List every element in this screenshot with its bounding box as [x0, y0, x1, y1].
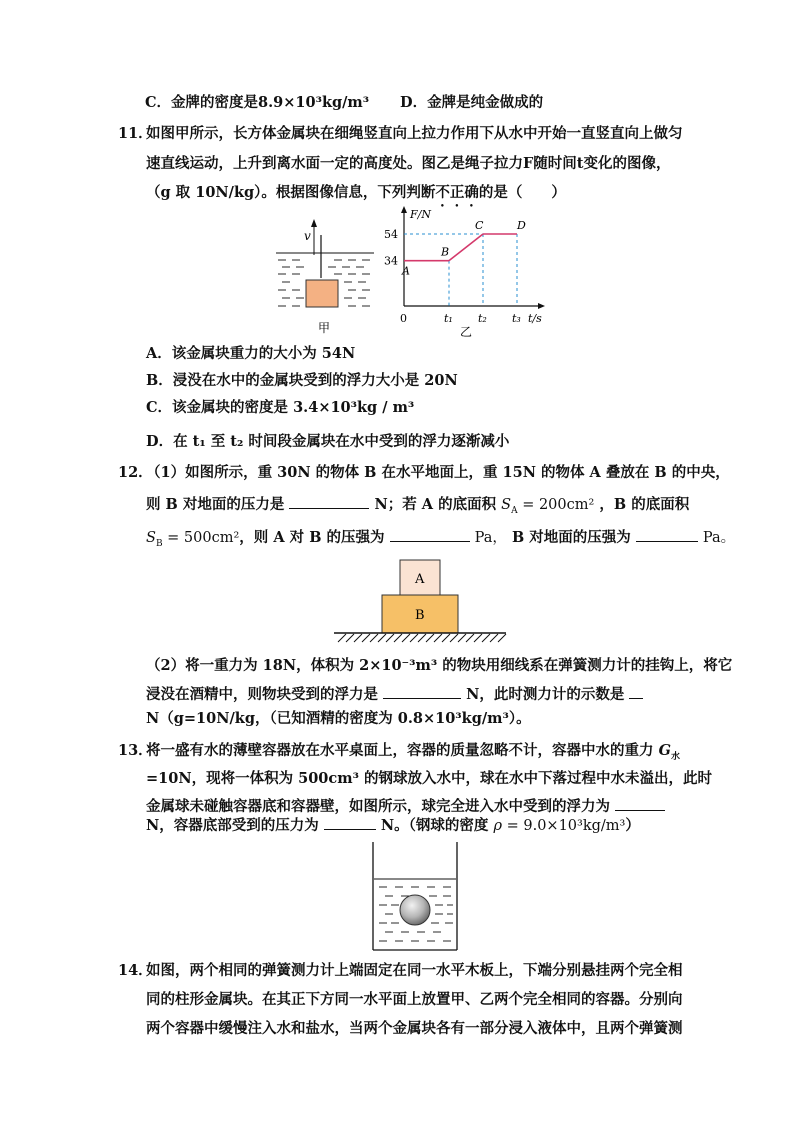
q13-g-sub: 水 — [670, 751, 680, 762]
q12-p1l3-a: ，则 A 对 B 的压强为 — [239, 529, 385, 546]
point-label: A — [402, 264, 410, 278]
q11-option-c: C．该金属块的密度是 3.4×10³kg / m³ — [146, 399, 415, 416]
q11-option-d: D．在 t₁ 至 t₂ 时间段金属块在水中受到的浮力逐渐减小 — [146, 433, 510, 450]
q12-blank-5[interactable] — [629, 684, 643, 699]
q13-rho-symbol: ρ — [493, 818, 502, 834]
q12-sa-value: = 200cm² — [517, 497, 595, 513]
q13-l4-b: N。（钢球的密度 — [380, 817, 489, 834]
y-axis-label: F/N — [410, 208, 431, 221]
chart-caption: 乙 — [460, 325, 473, 339]
block-b-label: B — [415, 608, 425, 623]
q14-number: 14． — [118, 962, 153, 979]
q12-p2l2-b: N，此时测力计的示数是 — [466, 686, 625, 703]
q13-line4 — [146, 815, 640, 836]
force-line-segment — [449, 234, 483, 261]
q13-l4-a: N，容器底部受到的压力为 — [146, 817, 319, 834]
q12-part2-line1: （2）将一重力为 18N，体积为 2×10⁻³m³ 的物块用细线系在弹簧测力计的挂钩上，将它 — [146, 657, 733, 674]
q12-part1-line1: （1）如图所示，重 30N 的物体 B 在水平地面上，重 15N 的物体 A 叠放在 B 的中央， — [146, 464, 730, 481]
steel-ball — [400, 895, 430, 925]
q12-p1l2-b: N；若 A 的底面积 — [374, 496, 497, 513]
x-tick-label: t₁ — [444, 312, 453, 325]
q12-p1l3-b: Pa， — [474, 530, 507, 546]
q11-dotted-emphasis: 不正确 — [435, 184, 479, 201]
q11-option-a: A．该金属块重力的大小为 54N — [146, 345, 356, 362]
q12-part2-line3: N（g=10N/kg，（已知酒精的密度为 0.8×10³kg/m³）。 — [146, 710, 531, 727]
q11-stem-line3-a: （g 取 10N/kg）。根据图像信息，下列判断 — [146, 184, 436, 201]
q12-sa-symbol: S — [501, 497, 512, 513]
q11-figure-jia — [270, 215, 380, 340]
q12-part1-line2 — [146, 494, 689, 521]
x-tick-label: t₃ — [512, 312, 521, 325]
ground-hatching — [338, 634, 506, 642]
q11-force-time-chart — [380, 200, 560, 340]
q12-p1l2-c: ，B 的底面积 — [599, 496, 690, 513]
velocity-label: v — [304, 229, 311, 243]
velocity-arrowhead — [311, 219, 317, 227]
y-tick-label: 54 — [384, 228, 398, 241]
q12-sb-symbol: S — [146, 530, 156, 546]
q11-stem-line1: 如图甲所示，长方体金属块在细绳竖直向上拉力作用下从水中开始一直竖直向上做匀 — [146, 125, 683, 142]
q13-g-symbol: G — [658, 742, 671, 759]
q12-blank-1[interactable] — [289, 494, 369, 509]
q13-container-figure — [365, 838, 465, 954]
q12-blank-2[interactable] — [390, 527, 470, 542]
figure-jia-caption: 甲 — [318, 321, 331, 335]
q11-option-b: B．浸没在水中的金属块受到的浮力大小是 20N — [146, 372, 458, 389]
q13-number: 13． — [118, 742, 153, 759]
q12-blank-4[interactable] — [383, 684, 461, 699]
point-label: B — [441, 245, 450, 259]
q13-rho-value: = 9.0×10³kg/m³ — [502, 818, 626, 834]
q11-stem-line2: 速直线运动，上升到离水面一定的高度处。图乙是绳子拉力F随时间t变化的图像， — [146, 155, 671, 172]
q12-p1l3-c: B 对地面的压强为 — [511, 529, 631, 546]
y-tick-label: 34 — [384, 254, 398, 268]
q14-line1: 如图，两个相同的弹簧测力计上端固定在同一水平木板上，下端分别悬挂两个完全相 — [146, 962, 683, 979]
point-label: D — [517, 219, 526, 232]
q12-number: 12． — [118, 464, 153, 481]
q12-p1l2-a: 则 B 对地面的压力是 — [146, 496, 285, 513]
q13-line2: =10N，现将一体积为 500cm³ 的钢球放入水中，球在水中下落过程中水未溢出，此时 — [146, 770, 712, 787]
q12-part2-line2 — [146, 684, 643, 705]
q12-p1l3-d: Pa。 — [702, 530, 736, 546]
q12-p2l2-a: 浸没在酒精中，则物块受到的浮力是 — [146, 686, 378, 703]
metal-block — [306, 280, 338, 307]
q12-sa-sub: A — [511, 505, 518, 516]
q14-line3: 两个容器中缓慢注入水和盐水，当两个金属块各有一部分浸入液体中，且两个弹簧测 — [146, 1020, 683, 1037]
q12-stacked-blocks-figure — [330, 556, 510, 648]
q13-blank-1[interactable] — [615, 796, 665, 811]
x-tick-label: t₂ — [478, 312, 487, 325]
q13-l3-a: 金属球未碰触容器底和容器壁，如图所示，球完全进入水中受到的浮力为 — [146, 798, 610, 815]
x-axis-arrow — [538, 303, 545, 309]
q13-line1 — [146, 741, 680, 767]
y-axis-arrow — [401, 206, 407, 213]
q13-l1-a: 将一盛有水的薄壁容器放在水平桌面上，容器的质量忽略不计，容器中水的重力 — [146, 742, 654, 759]
q12-sb-sub: B — [155, 538, 163, 549]
block-a-label: A — [415, 572, 425, 587]
x-axis-label: t/s — [528, 312, 542, 325]
point-label: C — [475, 219, 484, 232]
q12-part1-line3 — [146, 527, 735, 554]
q10-option-c: C．金牌的密度是8.9×10³kg/m³ — [145, 94, 370, 111]
q12-sb-value: = 500cm² — [162, 530, 240, 546]
q12-blank-3[interactable] — [636, 527, 698, 542]
origin-label: 0 — [400, 312, 407, 325]
q11-stem-line3-b: 的是（ ） — [478, 184, 566, 201]
q10-option-d: D．金牌是纯金做成的 — [400, 94, 544, 111]
q11-number: 11． — [118, 125, 153, 142]
q13-l4-c: ） — [625, 817, 640, 834]
q13-blank-2[interactable] — [324, 815, 376, 830]
q13-line3 — [146, 796, 665, 817]
q14-line2: 同的柱形金属块。在其正下方同一水平面上放置甲、乙两个完全相同的容器。分别向 — [146, 991, 683, 1008]
